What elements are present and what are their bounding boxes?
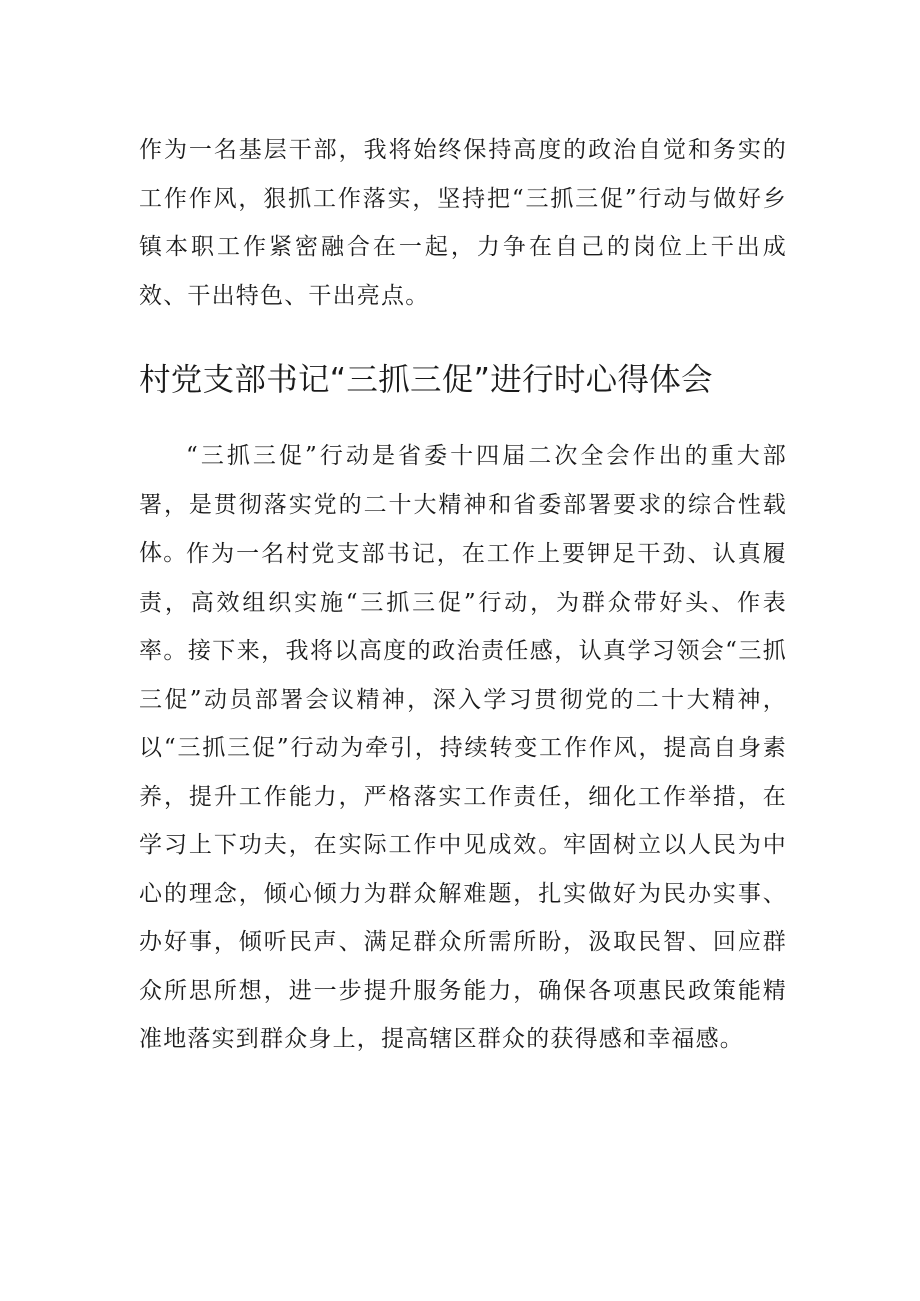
body-paragraph-2: 作为一名村党支部书记，在工作上要钾足干劲、认真履责，高效组织实施“三抓三促”行动，为群众带好头、作表率。接下来，我将以高度的政治责任感，认真学习领会“三抓三促”动员部署会议精神，深入学习贯彻党的二十大精神，以“三抓三促”行动为牵引，持续转变工作作风，提高自身素养，提升工作能力，严格落实工作责任，细化工作举措，在学习上下功夫，在实际工作中见成效。牢固树立以人民为中心的理念，倾心倾力为群众解难题，扎实做好为民办实事、办好事，倾听民声、满足群众所需所盼，汲取民智、回应群众所思所想，进一步提升服务能力，确保各项惠民政策能精准地落实到群众身上，提高辖区群众的获得感和幸福感。 <box>139 541 787 1052</box>
body-paragraph-1: “三抓三促”行动是省委十四届二次全会作出的重大部署，是贯彻落实党的二十大精神和省委部署要求的综合性载体。 <box>139 443 787 566</box>
article-heading: 村党支部书记“三抓三促”进行时心得体会 <box>139 362 713 398</box>
intro-paragraph: 作为一名基层干部，我将始终保持高度的政治自觉和务实的工作作风，狠抓工作落实，坚持把“三抓三促”行动与做好乡镇本职工作紧密融合在一起，力争在自己的岗位上干出成效、干出特色、干出亮点。 <box>139 137 787 309</box>
